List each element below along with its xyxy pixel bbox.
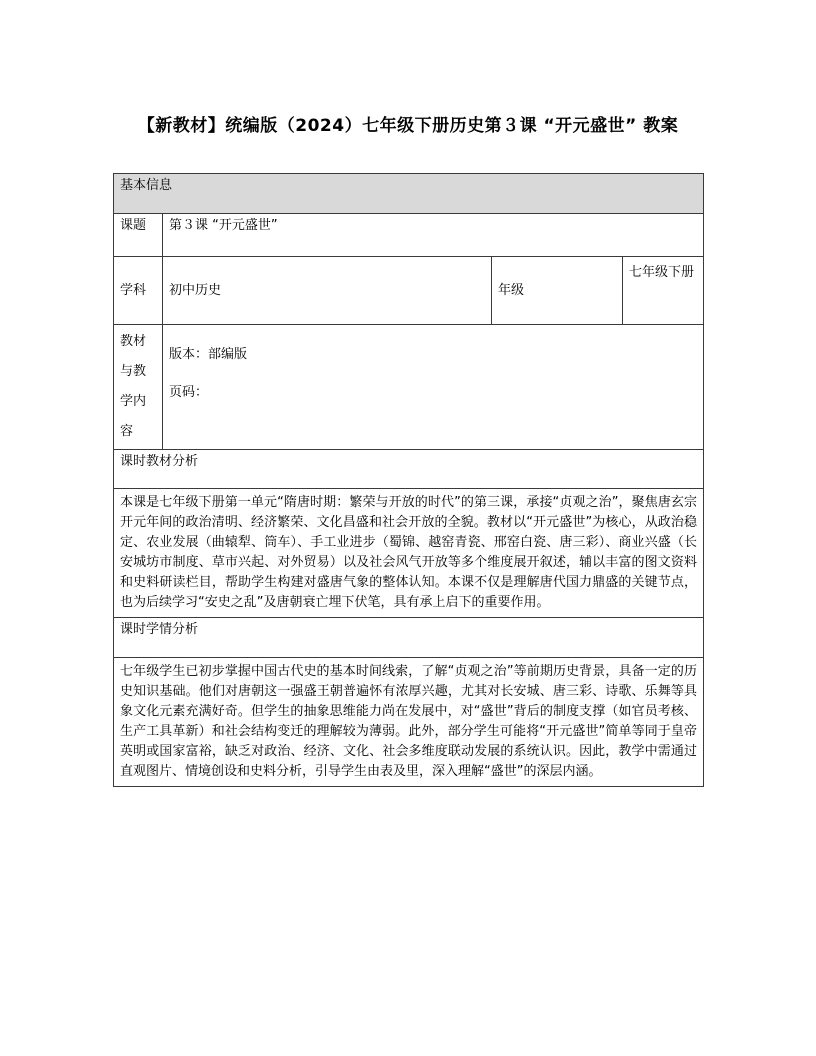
textbook-label: 教材与教学内容 xyxy=(114,325,163,450)
basic-info-header-row xyxy=(114,174,704,214)
subject-row xyxy=(114,257,704,325)
lesson-plan-table xyxy=(113,173,704,787)
student-analysis-header-row xyxy=(114,618,704,658)
topic-row xyxy=(114,214,704,257)
document-title: 【新教材】统编版（2024）七年级下册历史第３课 “开元盛世” 教案 xyxy=(137,116,679,136)
textbook-version: 版本：部编版 xyxy=(169,347,248,362)
textbook-content xyxy=(163,325,704,450)
subject-label: 学科 xyxy=(114,257,163,325)
grade-value: 七年级下册 xyxy=(623,257,704,325)
grade-label: 年级 xyxy=(492,257,623,325)
student-analysis-header: 课时学情分析 xyxy=(114,618,704,658)
topic-label: 课题 xyxy=(114,214,163,257)
subject-value: 初中历史 xyxy=(163,257,492,325)
student-analysis-row xyxy=(114,658,704,787)
textbook-analysis-header-row xyxy=(114,450,704,489)
student-analysis-content: 七年级学生已初步掌握中国古代史的基本时间线索，了解“贞观之治”等前期历史背景，具备一定的历史知识基础。他们对唐朝这一强盛王朝普遍怀有浓厚兴趣，尤其对长安城、唐三彩、诗歌、乐舞等具象文化元素充满好奇。但学生的抽象思维能力尚在发展中，对“盛世”背后的制度支撑（如官员考核、生产工具革新）和社会结构变迁的理解较为薄弱。此外，部分学生可能将“开元盛世”简单等同于皇帝英明或国家富裕，缺乏对政治、经济、文化、社会多维度联动发展的系统认识。因此，教学中需通过直观图片、情境创设和史料分析，引导学生由表及里，深入理解“盛世”的深层内涵。 xyxy=(114,658,704,787)
textbook-pages: 页码： xyxy=(169,385,209,400)
textbook-analysis-content: 本课是七年级下册第一单元“隋唐时期：繁荣与开放的时代”的第三课，承接“贞观之治”，聚焦唐玄宗开元年间的政治清明、经济繁荣、文化昌盛和社会开放的全貌。教材以“开元盛世”为核心，从政治稳定、农业发展（曲辕犁、筒车）、手工业进步（蜀锦、越窑青瓷、邢窑白瓷、唐三彩）、商业兴盛（长安城坊市制度、草市兴起、对外贸易）以及社会风气开放等多个维度展开叙述，辅以丰富的图文资料和史料研读栏目，帮助学生构建对盛唐气象的整体认知。本课不仅是理解唐代国力鼎盛的关键节点，也为后续学习“安史之乱”及唐朝衰亡埋下伏笔，具有承上启下的重要作用。 xyxy=(114,489,704,618)
textbook-analysis-row xyxy=(114,489,704,618)
topic-value: 第３课 “开元盛世” xyxy=(163,214,704,257)
textbook-row xyxy=(114,325,704,450)
textbook-analysis-header: 课时教材分析 xyxy=(114,450,704,489)
basic-info-header: 基本信息 xyxy=(114,174,704,214)
